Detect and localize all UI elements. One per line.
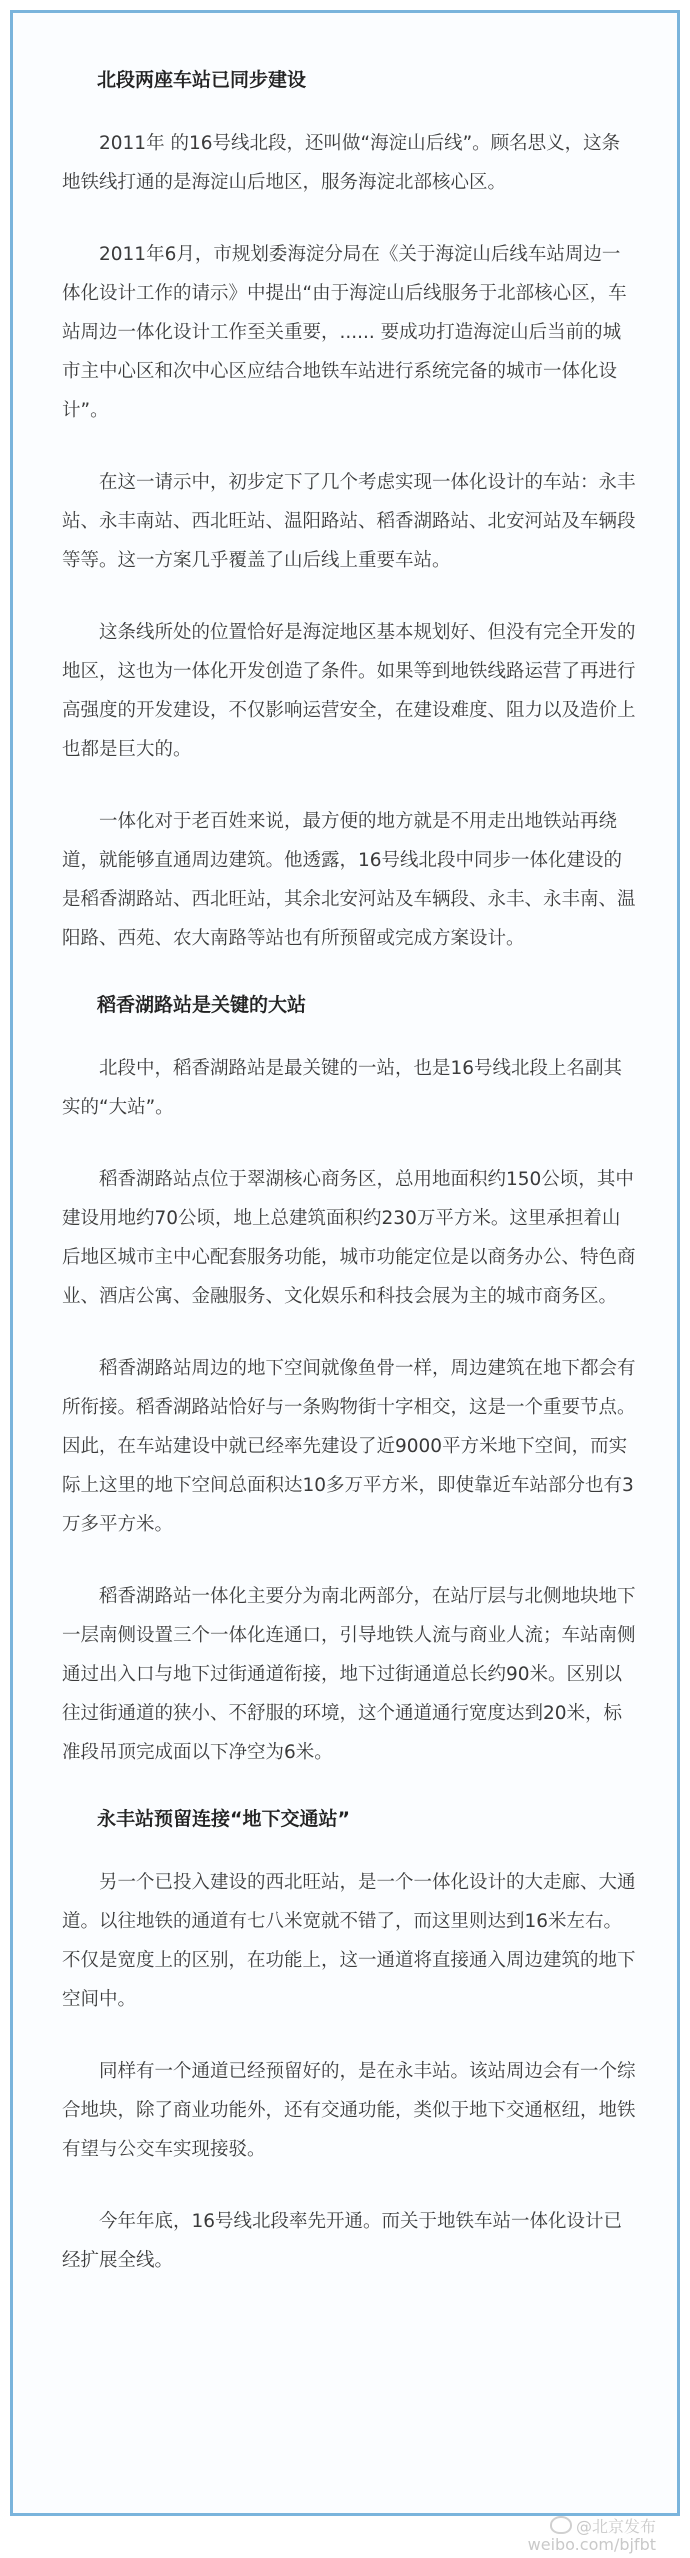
paragraph: 北段中，稻香湖路站是最关键的一站，也是16号线北段上名副其实的“大站”。: [62, 1058, 623, 1118]
paragraph: 稻香湖路站一体化主要分为南北两部分，在站厅层与北侧地块地下一层南侧设置三个一体化连通口，引导地铁人流与商业人流；车站南侧通过出入口与地下过街通道衔接，地下过街通道总长约90米。区别以往过街通道的狭小、不舒服的环境，这个通道通行宽度达到20米，标准段吊顶完成面以下净空为6米。: [62, 1586, 636, 1763]
paragraph: 稻香湖路站周边的地下空间就像鱼骨一样，周边建筑在地下都会有所衔接。稻香湖路站恰好与一条购物街十字相交，这是一个重要节点。因此，在车站建设中就已经率先建设了近9000平方米地下空间，而实际上这里的地下空间总面积达10多万平方米，即使靠近车站部分也有3万多平方米。: [62, 1358, 636, 1535]
article-body: [62, 66, 636, 2313]
paragraph: 在这一请示中，初步定下了几个考虑实现一体化设计的车站：永丰站、永丰南站、西北旺站、温阳路站、稻香湖路站、北安河站及车辆段等等。这一方案几乎覆盖了山后线上重要车站。: [62, 472, 636, 571]
section-heading-3: 永丰站预留连接“地下交通站”: [97, 1808, 350, 1830]
paragraph: 今年年底，16号线北段率先开通。而关于地铁车站一体化设计已经扩展全线。: [62, 2211, 623, 2271]
paragraph: 2011年6月，市规划委海淀分局在《关于海淀山后线车站周边一体化设计工作的请示》中提出“由于海淀山后线服务于北部核心区，车站周边一体化设计工作至关重要，...... 要成功打造海淀山后当前的城市主中心区和次中心区应结合地铁车站进行系统完备的城市一体化设计”。: [62, 244, 627, 421]
paragraph: 同样有一个通道已经预留好的，是在永丰站。该站周边会有一个综合地块，除了商业功能外，还有交通功能，类似于地下交通枢纽，地铁有望与公交车实现接驳。: [62, 2061, 636, 2160]
paragraph: 2011年 的16号线北段，还叫做“海淀山后线”。顾名思义，这条地铁线打通的是海淀山后地区，服务海淀北部核心区。: [62, 133, 621, 193]
paragraph: 稻香湖路站点位于翠湖核心商务区，总用地面积约150公顷，其中建设用地约70公顷，地上总建筑面积约230万平方米。这里承担着山后地区城市主中心配套服务功能，城市功能定位是以商务办公、特色商业、酒店公寓、金融服务、文化娱乐和科技会展为主的城市商务区。: [62, 1169, 636, 1307]
section-heading-2: 稻香湖路站是关键的大站: [97, 994, 307, 1016]
section-heading-1: 北段两座车站已同步建设: [97, 69, 307, 91]
paragraph: 这条线所处的位置恰好是海淀地区基本规划好、但没有完全开发的地区，这也为一体化开发创造了条件。如果等到地铁线路运营了再进行高强度的开发建设，不仅影响运营安全，在建设难度、阻力以及造价上也都是巨大的。: [62, 622, 636, 760]
watermark-url: weibo.com/bjfbt: [527, 2535, 656, 2554]
paragraph: 一体化对于老百姓来说，最方便的地方就是不用走出地铁站再绕道，就能够直通周边建筑。他透露，16号线北段中同步一体化建设的是稻香湖路站、西北旺站，其余北安河站及车辆段、永丰、永丰南、温阳路、西苑、农大南路等站也有所预留或完成方案设计。: [62, 811, 636, 949]
weibo-watermark: [528, 2516, 656, 2554]
weibo-logo-icon: [550, 2516, 572, 2534]
paragraph: 另一个已投入建设的西北旺站，是一个一体化设计的大走廊、大通道。以往地铁的通道有七八米宽就不错了，而这里则达到16米左右。不仅是宽度上的区别，在功能上，这一通道将直接通入周边建筑的地下空间中。: [62, 1872, 636, 2010]
watermark-account: @北京发布: [575, 2517, 656, 2536]
